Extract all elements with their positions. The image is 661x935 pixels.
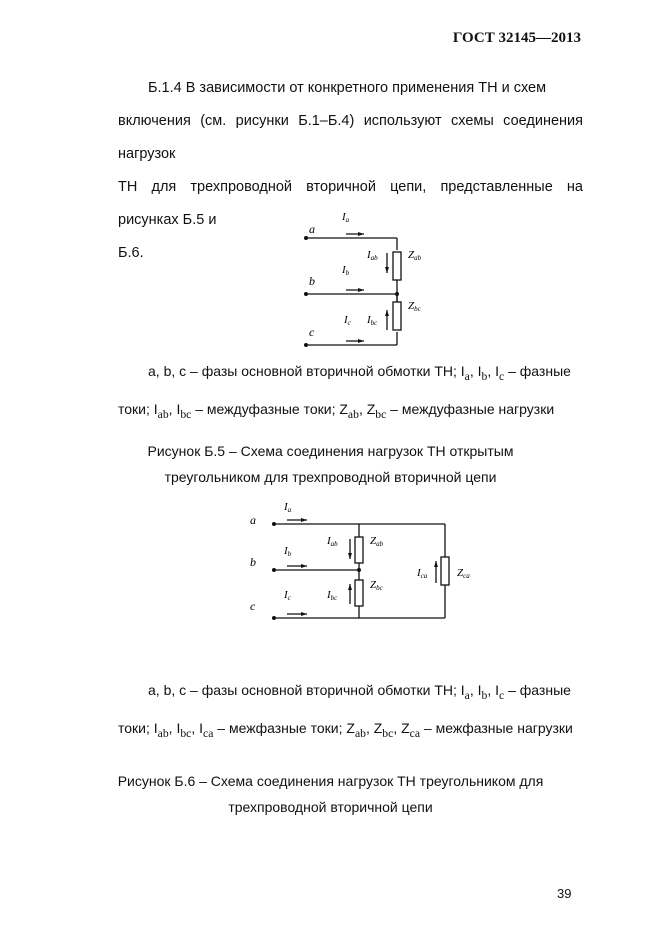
load-zab-label: Zab [370, 535, 384, 548]
load-zca-label: Zca [457, 567, 470, 580]
current-ibc-label: Ibc [367, 314, 378, 327]
current-ia-label: Ia [342, 211, 350, 224]
document-header: ГОСТ 32145—2013 [452, 30, 581, 46]
load-zbc-label: Zbc [408, 300, 421, 313]
load-zbc-label: Zbc [370, 579, 383, 592]
current-ib-label: Ib [342, 264, 350, 277]
current-ia-label: Ia [284, 501, 292, 514]
intro-line: Б.1.4 В зависимости от конкретного применения ТН и схем [148, 80, 547, 96]
caption-line: треугольником для трехпроводной вторичной цепи [164, 469, 497, 485]
phase-a-label: a [250, 513, 256, 527]
legend-line: a, b, c – фазы основной вторичной обмотки ТН; $I_a$, $I_b$, $I_c$ – фазные [148, 363, 571, 383]
current-iab-label: Iab [327, 535, 338, 548]
figure-b6-legend [118, 674, 583, 750]
current-iab-label: Iab [367, 249, 378, 262]
caption-line: трехпроводной вторичной цепи [228, 799, 433, 815]
phase-c-label: c [250, 599, 256, 613]
current-ib-label: Ib [284, 545, 292, 558]
figure-b6-caption [0, 768, 661, 820]
caption-line: Рисунок Б.6 – Схема соединения нагрузок ТН треугольником для [117, 773, 544, 789]
phase-a-label: a [309, 222, 315, 236]
current-ic-label: Ic [284, 589, 291, 602]
phase-b-label: b [250, 555, 256, 569]
phase-c-label: c [309, 325, 315, 339]
figure-b5-caption [0, 438, 661, 490]
phase-b-label: b [309, 274, 315, 288]
caption-line: Рисунок Б.5 – Схема соединения нагрузок ТН открытым [147, 443, 514, 459]
legend-line: a, b, c – фазы основной вторичной обмотки ТН; $I_a$, $I_b$, $I_c$ – фазные [148, 682, 571, 702]
legend-line: токи; $I_{ab}$, $I_{bc}$ – междуфазные токи; $Z_{ab}$, $Z_{bc}$ – междуфазные нагрузки [118, 400, 555, 421]
figure-b5-legend [118, 355, 583, 431]
load-zab-label: Zab [408, 249, 422, 262]
legend-line: токи; $I_{ab}$, $I_{bc}$, $I_{ca}$ – межфазные токи; $Z_{ab}$, $Z_{bc}$, $Z_{ca}$ – межфазные нагрузки [118, 719, 573, 740]
figure-b5-circuit-diagram [290, 205, 450, 355]
intro-line: Б.6. [118, 245, 144, 261]
intro-line: ТН для трехпроводной вторичной цепи, представленные на рисунках Б.5 и [118, 179, 583, 228]
current-ic-label: Ic [344, 314, 351, 327]
intro-line: включения (см. рисунки Б.1–Б.4) используют схемы соединения нагрузок [118, 113, 583, 162]
figure-b6-circuit-diagram [245, 497, 485, 632]
current-ica-label: Ica [417, 567, 428, 580]
page-number: 39 [557, 886, 572, 901]
current-ibc-label: Ibc [327, 589, 338, 602]
